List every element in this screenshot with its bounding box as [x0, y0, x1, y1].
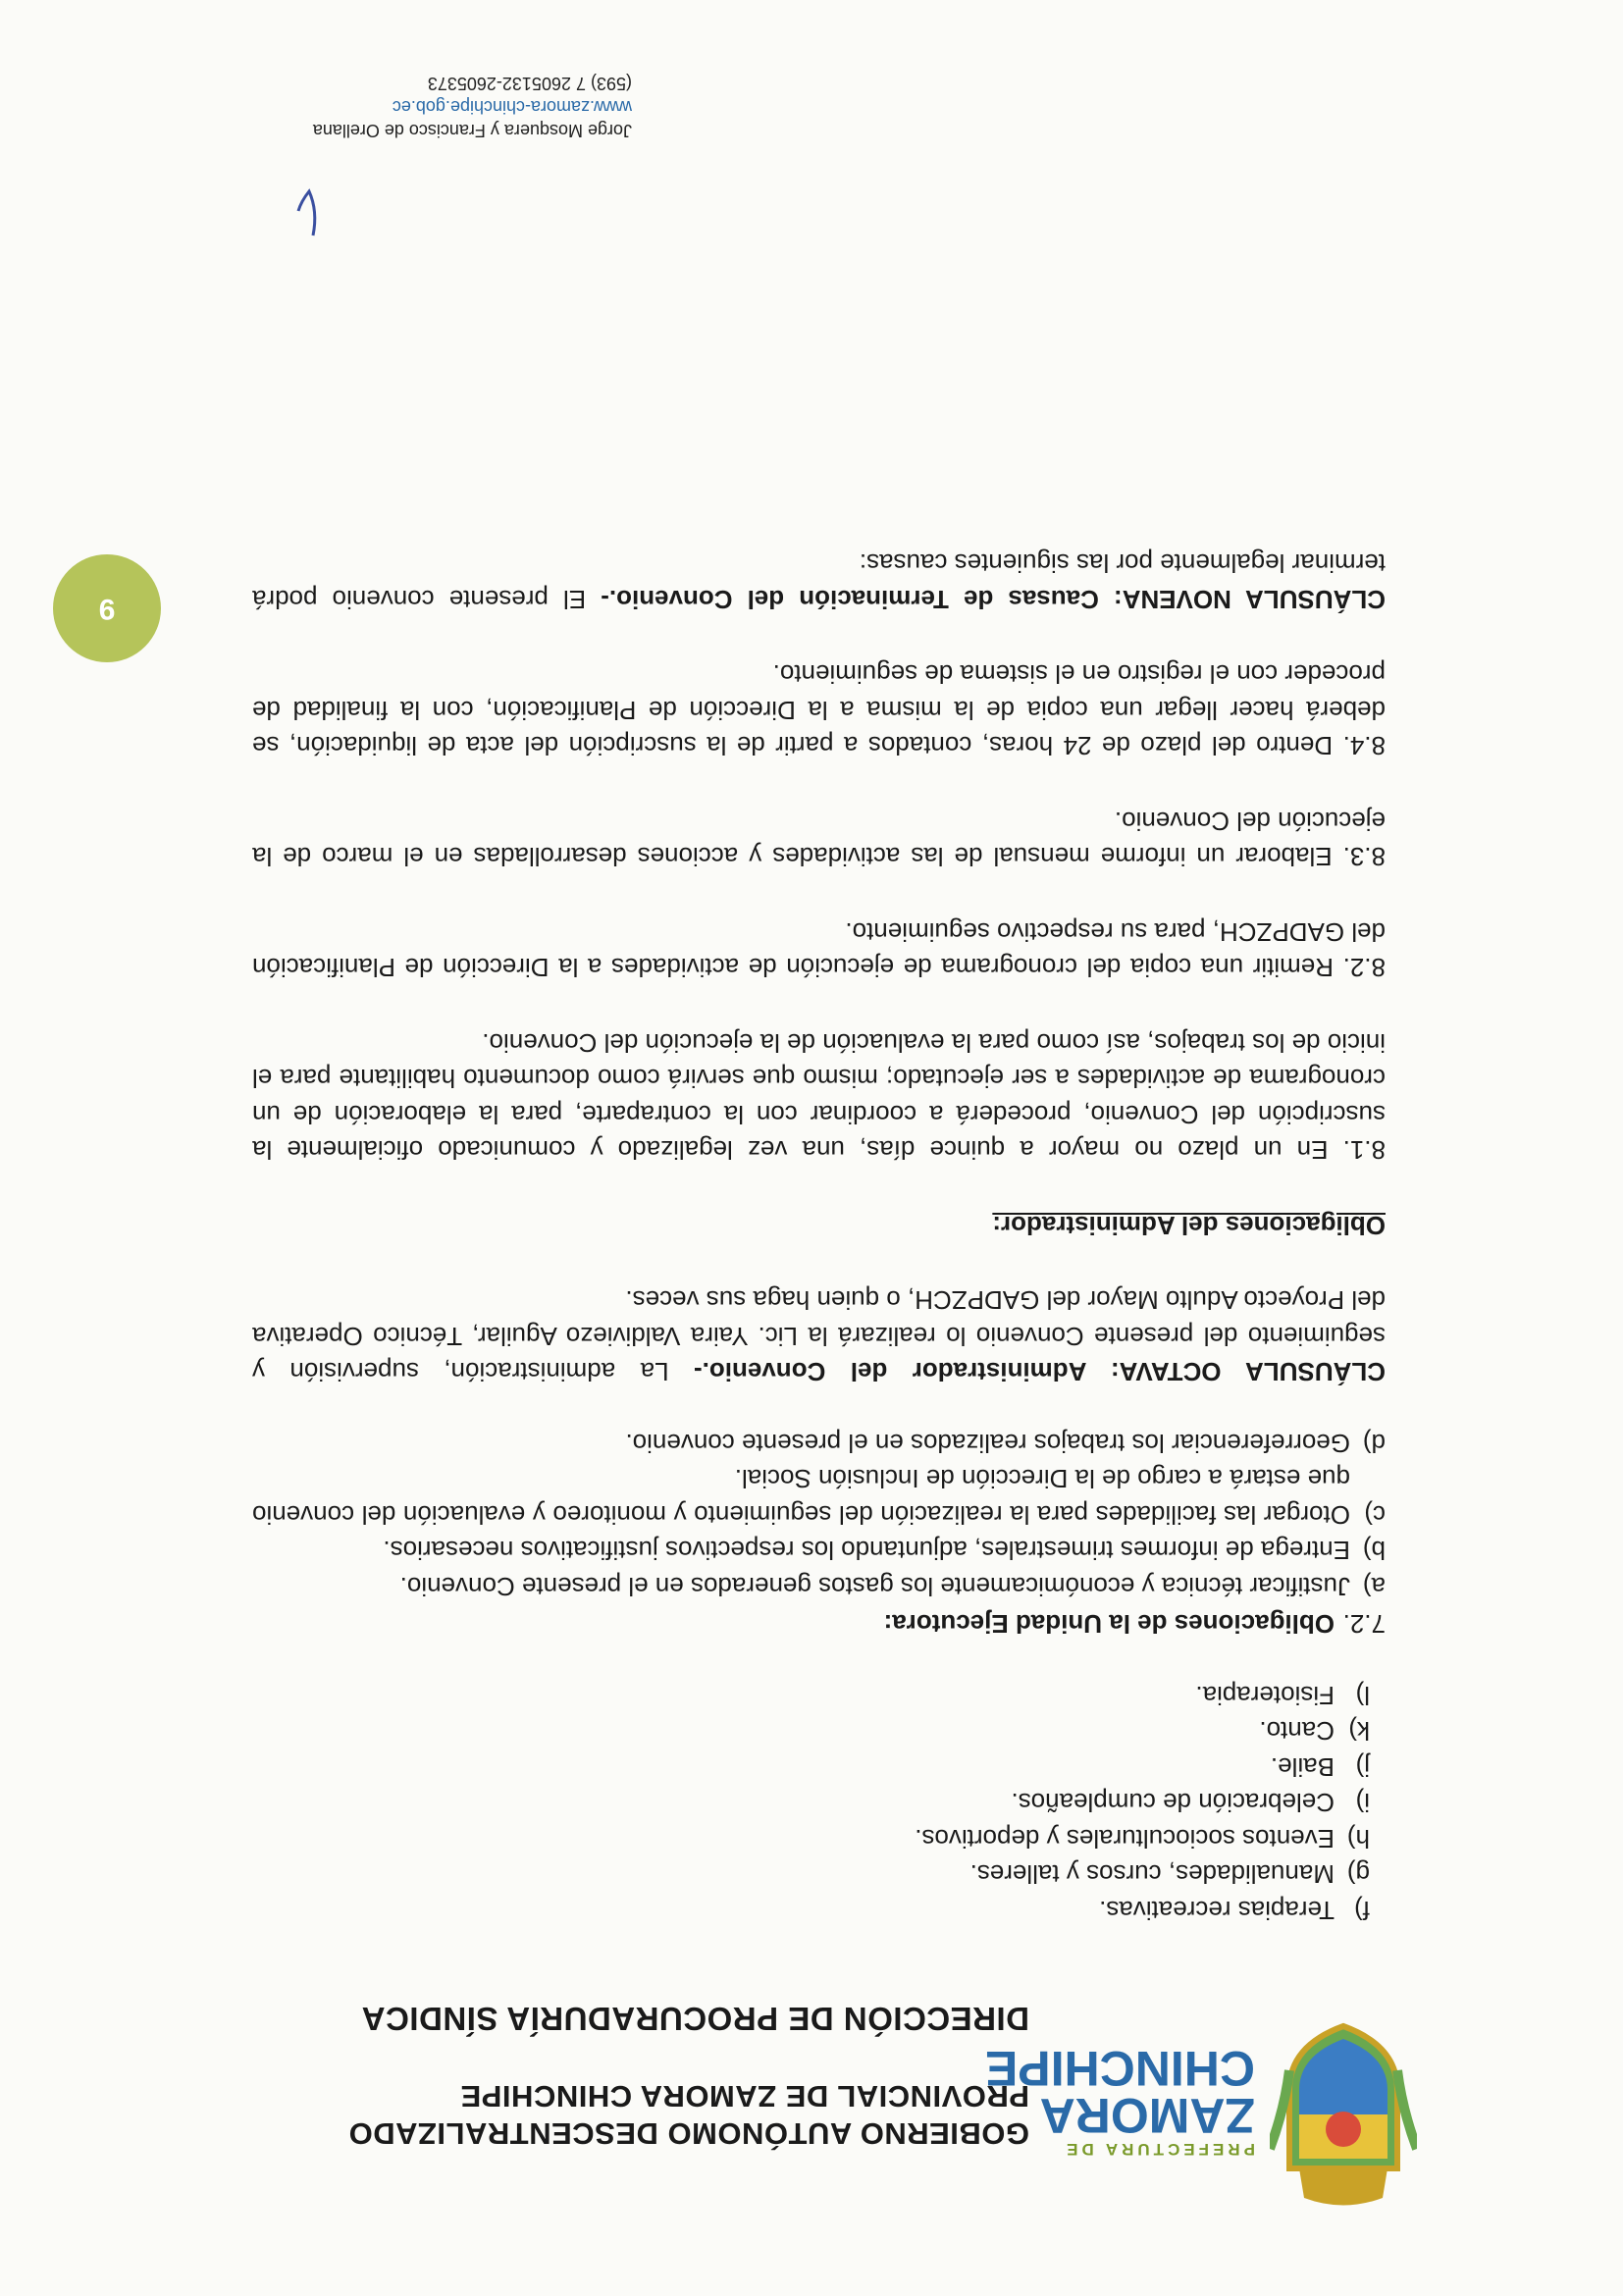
- clause-eight: CLÁUSULA OCTAVA: Administrador del Convenio.- La administración, supervisión y seguimiento del presente Convenio lo realizará la Lic. Yaira Valdiviezo Aguilar, Técnico Operativa del Proyecto Adulto Mayor del GADPZCH, o quien haga sus veces.: [252, 1285, 1386, 1387]
- institution-titles: [205, 2000, 1029, 2151]
- activities-list: [252, 1678, 1386, 1929]
- footer-website: www.zamora-chinchipe.gob.ec: [392, 97, 632, 117]
- list-item: l) Fisioterapia.: [1195, 1681, 1370, 1710]
- list-item: k) Canto.: [1259, 1716, 1370, 1747]
- prefecture-coat-of-arms-icon: [1270, 2021, 1417, 2208]
- list-item: i) Celebración de cumpleaños.: [1011, 1788, 1370, 1818]
- list-item: j) Baile.: [1270, 1752, 1370, 1782]
- clause-nine: CLÁUSULA NOVENA: Causas de Terminación del Convenio.- El presente convenio podrá terminar legalmente por las siguientes causas:: [252, 548, 1386, 614]
- paragraph-8-2: 8.2. Remitir una copia del cronograma de ejecución de actividades a la Dirección de Planificación del GADPZCH, para su respectivo seguimiento.: [252, 917, 1386, 983]
- brand-line2: CHINCHIPE: [984, 2041, 1255, 2096]
- list-item: h) Eventos socioculturales y deportivos.: [915, 1824, 1370, 1853]
- list-item: c) Otorgar las facilidades para la realización del seguimiento y monitoreo y evaluación del convenio que estará a cargo de la Dirección de Inclusión Social.: [252, 1464, 1386, 1530]
- list-item: f) Terapias recreativas.: [1099, 1896, 1370, 1925]
- list-item: b) Entrega de informes trimestrales, adjuntando los respectivos justificativos necesarios.: [383, 1536, 1386, 1566]
- unit-obligations-list: [252, 1426, 1386, 1605]
- paragraph-8-4: 8.4. Dentro del plazo de 24 horas, contados a partir de la suscripción del acta de liquidación, se deberá hacer llegar una copia de la misma a la Dirección de Planificación, con la finalidad de proceder con el registro en el sistema de seguimiento.: [252, 659, 1386, 761]
- paragraph-8-1: 8.1. En un plazo no mayor a quince días, una vez legalizado y comunicado oficialmente la suscripción del Convenio, procederá a coordinar con la contraparte, para la elaboración de un cronograma de actividades a ser ejecutado; mismo que servirá como documento habilitante para el inicio de los trabajos, así como para la evaluación de la ejecución del Convenio.: [252, 1028, 1386, 1166]
- brand-wordmark: [984, 2041, 1255, 2159]
- admin-obligations-heading: Obligaciones del Administrador:: [992, 1211, 1386, 1240]
- letterhead: [190, 1953, 1417, 2208]
- section-7-2-heading: 7.2. Obligaciones de la Unidad Ejecutora:: [883, 1609, 1386, 1640]
- gov-title-line1: GOBIERNO AUTÓNOMO DESCENTRALIZADO: [348, 2116, 1029, 2151]
- gov-title-line2: PROVINCIAL DE ZAMORA CHINCHIPE: [460, 2079, 1029, 2113]
- brand-prefix: PREFECTURA DE: [1063, 2140, 1255, 2159]
- brand-line1: ZAMORA: [1039, 2088, 1255, 2143]
- document-body: [252, 546, 1386, 1928]
- paragraph-8-3: 8.3. Elaborar un informe mensual de las actividades y acciones desarrolladas en el marco de la ejecución del Convenio.: [252, 807, 1386, 872]
- list-item: d) Georreferenciar los trabajos realizados en el presente convenio.: [625, 1429, 1386, 1458]
- department-title: DIRECCIÓN DE PROCURADURÍA SÍNDICA: [361, 2001, 1029, 2037]
- footer-contact: [239, 72, 632, 142]
- footer-address: Jorge Mosquera y Francisco de Orellana: [312, 121, 632, 140]
- handwritten-check-mark: [293, 182, 323, 240]
- footer-phone: (593) 7 2605132-2605373: [427, 74, 632, 93]
- list-item: a) Justificar técnica y económicamente los gastos generados en el presente Convenio.: [399, 1572, 1386, 1601]
- page-number-badge: 9: [53, 554, 161, 662]
- list-item: g) Manualidades, cursos y talleres.: [969, 1859, 1370, 1890]
